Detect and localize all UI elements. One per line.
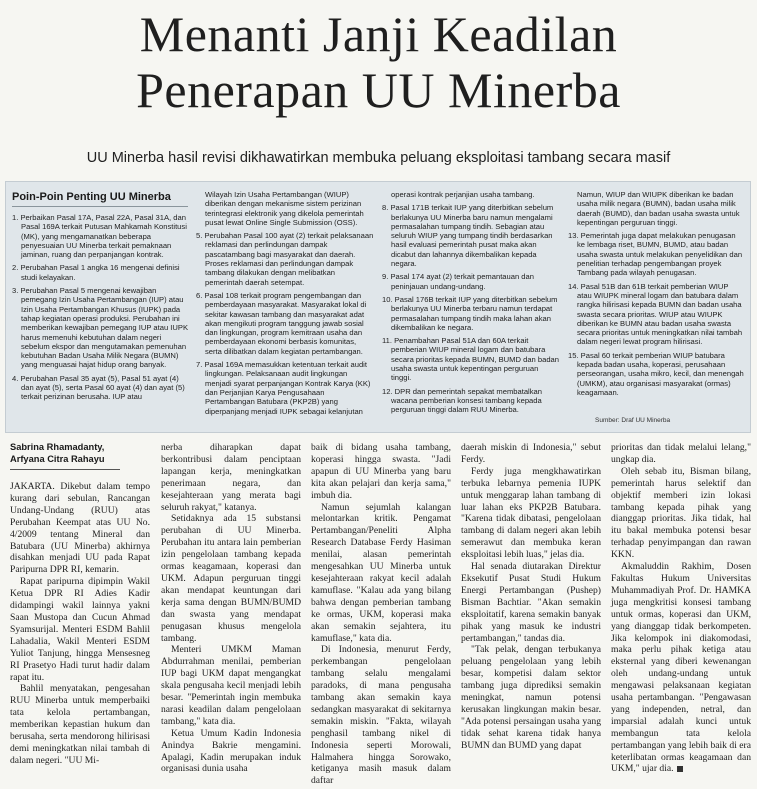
key-point: 3. Perubahan Pasal 5 mengenai kewajiban pemegang Izin Usaha Pertambangan (IUP) atau Izin Usaha Pertambangan Khusus (IUPK) pada tahap kegiatan operasi produksi. Perubahan ini memberikan kewajiban pemegang IUP atau IUPK harus memenuhi kebutuhan dalam negeri sebelum ekspor dan mengutamakan pemenuhan kebutuhan Badan Usaha Milik Negara (BUMN) yang menguasai hajat hidup orang banyak. xyxy=(12,286,189,370)
article-paragraph: Di Indonesia, menurut Ferdy, perkembangan pengelolaan tambang selalu mengalami paradoks, di mana pengusaha tambang akan semakin kaya sedangkan masyarakat di sekitarnya semakin miskin. "Fakta, wilayah penghasil tambang nikel di Indonesia seperti Morowali, Halmahera hingga Sorowako, ketiganya masih masuk dalam daftar xyxy=(311,644,451,787)
key-points-title: Poin-Poin Penting UU Minerba xyxy=(12,190,188,207)
article-paragraph: Ketua Umum Kadin Indonesia Anindya Bakrie mengamini. Apalagi, Kadin merupakan induk organisasi dunia usaha xyxy=(161,727,301,775)
article-paragraph: Hal senada diutarakan Direktur Eksekutif Pusat Studi Hukum Energi Pertambangan (Pushep) Bisman Bachtiar. "Akan semakin eksploitatif, karena semakin banyak pihak yang masuk ke industri pertambangan," tandas dia. xyxy=(461,561,601,644)
key-point: 14. Pasal 51B dan 61B terkait pemberian WIUP atau WIUPK mineral logam dan batubara dalam rangka hilirisasi kepada BUMN dan badan usaha swasta secara prioritas. WIUP atau WIUPK diberikan ke BUMN atau badan usaha swasta secara prioritas untuk meningkatkan nilai tambah dalam negeri lewat program hilirisasi. xyxy=(568,281,743,347)
key-point-continued: Namun, WIUP dan WIUPK diberikan ke badan usaha milik negara (BUMN), badan usaha milik daerah (BUMD), dan badan usaha swasta untuk kepentingan perguruan tinggi. xyxy=(577,190,740,227)
subheadline: UU Minerba hasil revisi dikhawatirkan membuka peluang eksploitasi tambang secara masif xyxy=(86,150,671,166)
headline-line-2: Penerapan UU Minerba xyxy=(136,62,621,118)
key-point: 2. Perubahan Pasal 1 angka 16 mengenai definisi studi kelayakan. xyxy=(12,263,180,282)
key-point: 9. Pasal 174 ayat (2) terkait pemantauan dan peninjauan undang-undang. xyxy=(382,272,534,291)
key-point: 6. Pasal 108 terkait program pengembangan dan pemberdayaan masyarakat. Masyarakat lokal di sekitar kawasan tambang dan masyarakat adat akan mengikuti program tanggung jawab sosial dan lingkungan, program kemitraan usaha dan pemberdayaan ekonomi berbasis komunitas, serta dilibatkan dalam kegiatan pertambangan. xyxy=(196,290,367,356)
key-points-column-2 xyxy=(196,190,374,420)
key-point-continued: operasi kontrak perjanjian usaha tambang. xyxy=(391,190,535,199)
key-point: 8. Pasal 171B terkait IUP yang diterbitkan sebelum berlakunya UU Minerba baru namun mengalami permasalahan tumpang tindih. Sebagian atau seluruh WIUP yang tumpang tindih berdasarkan hasil evaluasi pemerintah pusat maka akan dicabut dan lahannya dikembalikan kepada negara. xyxy=(382,203,554,269)
key-point-continued: Wilayah Izin Usaha Pertambangan (WIUP) diberikan dengan mekanisme sistem perizinan terintegrasi elektronik yang dikelola pemerintah pusat lewat Online Single Submission (OSS). xyxy=(205,190,364,227)
key-point: 13. Pemerintah juga dapat melakukan penugasan ke lembaga riset, BUMN, BUMD, atau badan usaha swasta untuk melakukan penyelidikan dan penelitian terhadap pengembangan proyek Tambang pada wilayah penugasan. xyxy=(568,231,743,278)
key-point: 1. Perbaikan Pasal 17A, Pasal 22A, Pasal 31A, dan Pasal 169A terkait Putusan Mahkamah Konstitusi (MK), yang mengamanatkan beberapa penyesuaian UU Minerba terkait pemaknaan jaminan, ruang dan perpanjangan kontrak. xyxy=(12,213,187,260)
article-column-4 xyxy=(461,442,601,752)
article-paragraph: Menteri UMKM Maman Abdurrahman menilai, pemberian IUP bagi UKM dapat mengangkat skala pengusaha kecil menjadi lebih besar. "Pemerintah ingin membuka narasi keadilan dalam pengelolaan tambang," kata dia. xyxy=(161,644,301,727)
article-column-2 xyxy=(161,442,301,775)
key-point: 12. DPR dan pemerintah sepakat membatalkan wacana pemberian konsesi tambang kepada perguruan tinggi dalam RUU Minerba. xyxy=(382,386,542,415)
article-paragraph: "Tak pelak, dengan terbukanya peluang pengelolaan yang lebih besar, kompetisi dalam sektor tambang juga diprediksi semakin meningkat, namun potensi kerusakan lingkungan makin besar. "Ada potensi persaingan usaha yang tidak sehat karena tidak hanya BUMN dan BUMD yang dapat xyxy=(461,644,601,751)
author-name: Arfyana Citra Rahayu xyxy=(10,453,105,464)
key-point: 10. Pasal 176B terkait IUP yang diterbitkan sebelum berlakunya UU Minerba terbaru namun terdapat permasalahan tumpang tindih maka lahan akan dikembalikan ke negara. xyxy=(382,294,558,332)
key-point: 11. Penambahan Pasal 51A dan 60A terkait pemberian WIUP mineral logam dan batubara secara prioritas kepada BUMN, BUMD dan badan usaha swasta untuk kepentingan perguruan tinggi. xyxy=(382,336,559,383)
article-paragraph: daerah miskin di Indonesia," sebut Ferdy. xyxy=(461,442,601,465)
key-point: 4. Perubahan Pasal 35 ayat (5), Pasal 51 ayat (4) dan ayat (5), serta Pasal 60 ayat (4) dan ayat (5) terkait perizinan berusaha. IUP atau xyxy=(12,373,185,402)
byline xyxy=(10,442,120,470)
key-point: 7. Pasal 169A memasukkan ketentuan terkait audit lingkungan. Pelaksanaan audit lingkungan menjadi syarat perpanjangan Kontrak Karya (KK) dan Perjanjian Karya Pengusahaan Pertambangan Batubara (PKP2B) yang diperpanjang menjadi IUPK sebagai kelanjutan xyxy=(196,360,371,416)
article-column-5 xyxy=(611,442,751,775)
key-point: 5. Perubahan Pasal 100 ayat (2) terkait pelaksanaan reklamasi dan perlindungan dampak pascatambang bagi masyarakat dan daerah. Proses reklamasi dan perlindungan dampak tambang dilakukan dengan melibatkan pemerintah daerah setempat. xyxy=(196,231,374,287)
article-paragraph: prioritas dan tidak melalui lelang," ungkap dia. xyxy=(611,442,751,465)
key-points-column-4 xyxy=(568,190,744,401)
article-paragraph: Ferdy juga mengkhawatirkan terbuka lebarnya pemenia IUPK untuk menggarap lahan tambang di luar lahan eks PKP2B Batubara. "Karena tidak dibatasi, pengelolaan tambang di dalam negeri akan lebih semerawut dan membuka keran eksploitasi lebih luas," jelas dia. xyxy=(461,465,601,561)
article-column-1 xyxy=(10,481,150,767)
author-name: Sabrina Rhamadanty, xyxy=(10,442,105,452)
article-column-3 xyxy=(311,442,451,787)
article-paragraph: Rapat paripurna dipimpin Wakil Ketua DPR RI Adies Kadir didampingi wakil lainnya yakni Saan Mustopa dan Cucun Ahmad Syamsurijal. Menteri ESDM Bahlil Lahadalia, Wakil Menteri ESDM Yuliot Tanjung, hingga Mensesneg RI Prasetyo Hadi turut hadir dalam rapat itu. xyxy=(10,576,150,683)
key-point: 15. Pasal 60 terkait pemberian WIUP batubara kepada badan usaha, koperasi, perusahaan perseorangan, usaha mikro, kecil, dan menengah (UMKM), atau organisasi masyarakat (ormas) keagamaan. xyxy=(568,350,744,397)
article-paragraph: Bahlil menyatakan, pengesahan RUU Minerba untuk memperbaiki tata kelola pertambangan, memberikan kepastian hukum dan berusaha, serta mendorong hilirisasi demi meningkatkan nilai tambah di dalam negeri. "UU Mi- xyxy=(10,683,150,766)
article-paragraph: JAKARTA. Dikebut dalam tempo kurang dari sebulan, Rancangan Undang-Undang (RUU) atas Perubahan Keempat atas UU No. 4/2009 tentang Mineral dan Batubara (UU Minerba) akhirnya disahkan menjadi UU pada Rapat Paripurna DPR RI, kemarin. xyxy=(10,481,150,576)
article-paragraph: Namun sejumlah kalangan melontarkan kritik. Pengamat Pertambangan/Peneliti Alpha Research Database Ferdy Hasiman menilai, alasan pemerintah mengesahkan UU Minerba untuk kesejahteraan rakyat kecil adalah kamuflase. "Kalau ada yang bilang bahwa dengan pemberian tambang ke ormas, UKM, koperasi maka akan semakin sejahtera, itu kamuflase," kata dia. xyxy=(311,501,451,644)
key-points-column-3 xyxy=(382,190,560,419)
headline xyxy=(0,6,757,118)
article-paragraph-text: Akmaluddin Rakhim, Dosen Fakultas Hukum Universitas Muhammadiyah Prof. Dr. HAMKA juga mengkritisi konsesi tambang untuk ormas, koperasi dan UKM, yang dianggap tidak berkompeten. Jika kelompok ini diakomodasi, maka perlu pihak ketiga atau eksternal yang diberi kewenangan oleh undang-undang untuk mengawasi pelaksanaan kegiatan usaha pertambangan. "Pengawasan yang independen, netral, dan imparsial adalah kunci untuk membangun tata kelola pertambangan yang lebih baik di era keterlibatan ormas keagamaan dan UKM," ujar dia. xyxy=(611,561,751,775)
article-paragraph: Setidaknya ada 15 substansi perubahan di UU Minerba. Perubahan itu antara lain pemberian izin pengelolaan tambang kepada ormas keagamaan, koperasi dan UKM. Adapun perguruan tinggi akan mendapat keuntungan dari kerja sama dengan BUMN/BUMD dan swasta yang mendapat penugasan khusus mengelola tambang. xyxy=(161,513,301,644)
source-note: Sumber: Draf UU Minerba xyxy=(595,417,671,424)
key-points-box xyxy=(5,181,751,433)
article-paragraph: Oleh sebab itu, Bisman bilang, pemerintah harus selektif dan objektif memberi izin lokasi tambang kepada pihak yang dianggap prioritas. Jika tidak, hal itu bakal membuka potensi besar terhadap penyimpangan dan rawan KKN. xyxy=(611,465,751,561)
headline-line-1: Menanti Janji Keadilan xyxy=(139,6,618,62)
end-mark-icon xyxy=(677,766,683,772)
article-paragraph xyxy=(611,561,751,775)
article-paragraph: baik di bidang usaha tambang, koperasi hingga swasta. "Jadi apapun di UU Minerba yang baru kita akan pelajari dan kerja sama," imbuh dia. xyxy=(311,442,451,501)
key-points-column-1 xyxy=(12,190,188,406)
article-paragraph: nerba diharapkan dapat berkontribusi dalam penciptaan lapangan kerja, meningkatkan penerimaan negara, dan kesejahteraan yang merata bagi seluruh rakyat," katanya. xyxy=(161,442,301,513)
